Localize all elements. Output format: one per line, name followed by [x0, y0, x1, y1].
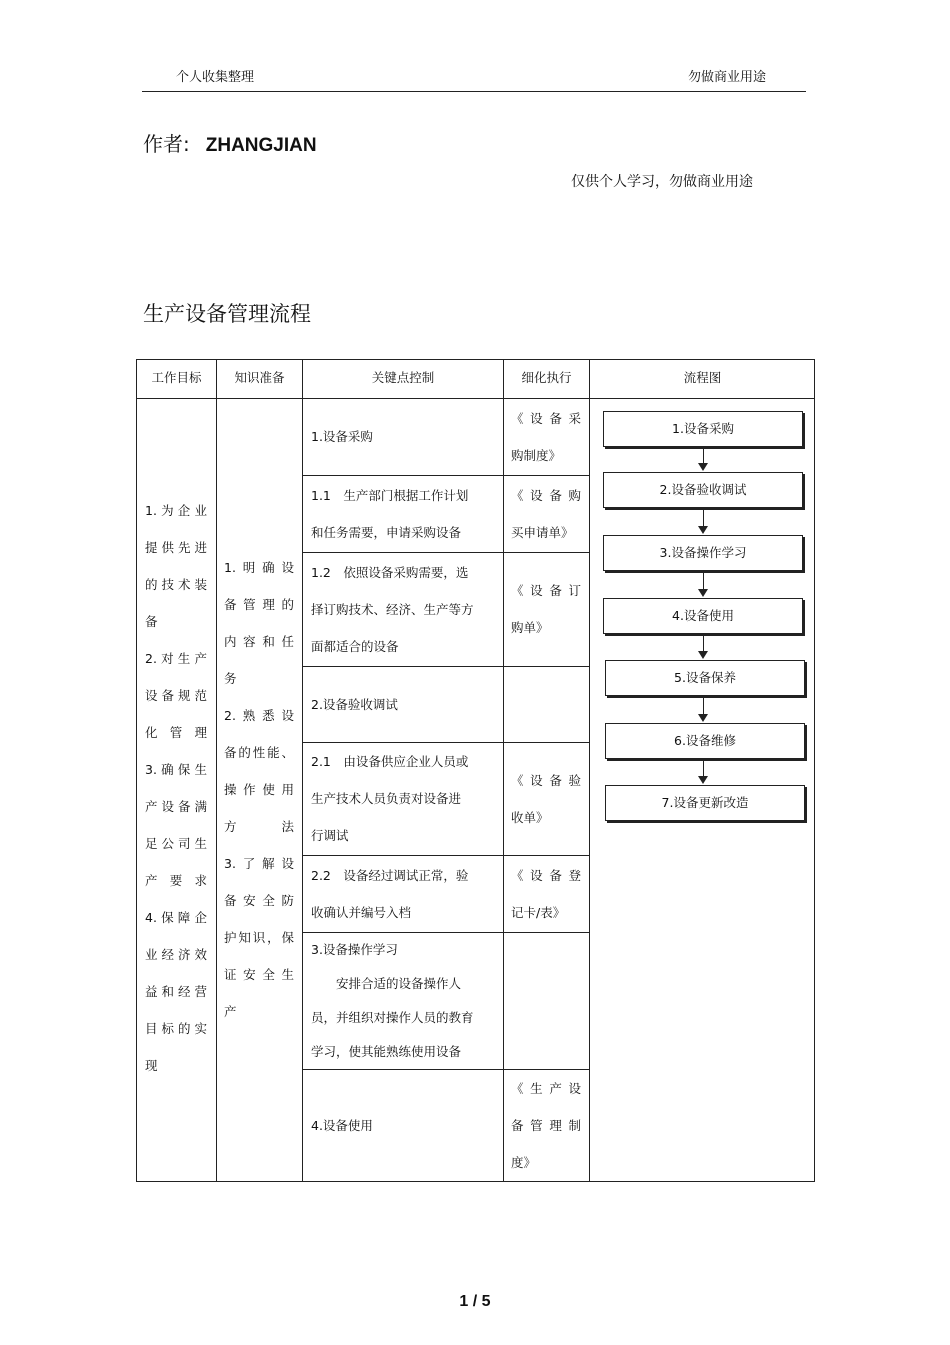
control-line: 4.设备使用 — [311, 1118, 373, 1133]
control-line: 2.2 设备经过调试正常，验 — [311, 867, 469, 883]
flow-step-box: 7.设备更新改造 — [605, 785, 805, 821]
control-line: 员，并组织对操作人员的教育 — [311, 1009, 474, 1025]
flow-step-box: 3.设备操作学习 — [603, 535, 803, 571]
knowledge-line: 3.了解设 — [224, 856, 294, 871]
execution-cell — [511, 1070, 581, 1181]
goal-line: 化管理 — [145, 725, 207, 740]
execution-line: 《设备登 — [511, 867, 581, 883]
control-line: 收确认并编号入档 — [311, 904, 412, 920]
arrow-head-icon — [698, 589, 708, 597]
flow-step-box: 5.设备保养 — [605, 660, 805, 696]
goal-line: 1.为企业 — [145, 503, 207, 518]
goals-cell — [145, 492, 207, 1084]
execution-line: 购单》 — [511, 620, 549, 635]
execution-line: 买申请单》 — [511, 524, 574, 540]
goal-line: 目标的实 — [145, 1021, 207, 1036]
execution-line: 备管理制 — [511, 1118, 581, 1133]
author-label: 作者: — [143, 132, 190, 156]
execution-line: 《设备订 — [511, 583, 581, 598]
execution-line: 《生产设 — [511, 1081, 581, 1096]
control-line: 2.1 由设备供应企业人员或 — [311, 754, 469, 769]
control-line: 2.设备验收调试 — [311, 696, 398, 712]
goal-line: 业经济效 — [145, 947, 207, 962]
flow-step-box: 4.设备使用 — [603, 598, 803, 634]
goal-line: 的技术装 — [145, 577, 207, 592]
arrow-head-icon — [698, 714, 708, 722]
knowledge-line: 内容和任 — [224, 634, 294, 649]
control-cell — [311, 477, 499, 551]
control-line: 择订购技术、经济、生产等方 — [311, 601, 474, 617]
execution-cell — [511, 762, 581, 836]
execution-line: 记卡/表》 — [511, 904, 566, 920]
goal-line: 备 — [145, 614, 158, 629]
arrow-head-icon — [698, 463, 708, 471]
goal-line: 益和经营 — [145, 984, 207, 999]
goal-line: 3.确保生 — [145, 762, 207, 777]
control-line: 和任务需要，申请采购设备 — [311, 524, 462, 540]
goal-line: 2.对生产 — [145, 651, 207, 666]
row-divider — [303, 666, 589, 667]
control-line: 1.1 生产部门根据工作计划 — [311, 487, 469, 503]
arrow-shaft — [703, 698, 704, 715]
goal-line: 足公司生 — [145, 836, 207, 851]
col-divider — [302, 360, 303, 1181]
control-line: 学习，使其能熟练使用设备 — [311, 1043, 462, 1059]
process-table — [136, 359, 815, 1182]
header-knowledge: 知识准备 — [234, 370, 285, 385]
execution-cell — [511, 477, 581, 551]
author-name: ZHANGJIAN — [205, 135, 317, 156]
header-divider — [137, 398, 814, 399]
control-line: 面都适合的设备 — [311, 638, 399, 654]
goal-line: 产设备满 — [145, 799, 207, 814]
header-rule — [142, 91, 806, 92]
knowledge-line: 方法 — [224, 819, 294, 834]
control-cell — [311, 554, 499, 665]
page-number: 1 / 5 — [459, 1293, 491, 1310]
control-line: 行调试 — [311, 828, 349, 843]
control-line: 1.2 依照设备采购需要，选 — [311, 564, 469, 580]
goal-line: 设备规范 — [145, 688, 207, 703]
control-cell — [311, 743, 499, 854]
execution-line: 收单》 — [511, 809, 549, 825]
col-divider — [589, 360, 590, 1181]
header-flowchart: 流程图 — [683, 370, 722, 385]
author-line — [143, 128, 317, 157]
arrow-shaft — [703, 573, 704, 590]
knowledge-line: 证安全生 — [224, 967, 294, 982]
execution-line: 购制度》 — [511, 447, 562, 463]
control-cell — [311, 686, 499, 723]
knowledge-cell — [224, 549, 294, 1030]
knowledge-line: 备的性能、 — [224, 745, 294, 760]
arrow-head-icon — [698, 651, 708, 659]
col-divider — [503, 360, 504, 1181]
flow-step-box: 1.设备采购 — [603, 411, 803, 447]
knowledge-line: 备管理的 — [224, 597, 294, 612]
header-goal: 工作目标 — [151, 370, 202, 385]
knowledge-line: 备安全防 — [224, 893, 294, 908]
arrow-head-icon — [698, 526, 708, 534]
knowledge-line: 务 — [224, 671, 237, 686]
knowledge-line: 产 — [224, 1004, 237, 1019]
usage-note: 仅供个人学习，勿做商业用途 — [571, 174, 753, 190]
execution-cell — [511, 572, 581, 646]
arrow-head-icon — [698, 776, 708, 784]
header-right: 勿做商业用途 — [688, 70, 767, 85]
header-execution: 细化执行 — [521, 370, 572, 385]
control-line: 安排合适的设备操作人 — [311, 975, 462, 991]
flow-step-box: 2.设备验收调试 — [603, 472, 803, 508]
header-control: 关键点控制 — [371, 370, 435, 385]
control-cell — [311, 857, 499, 931]
control-cell — [311, 933, 499, 1069]
arrow-shaft — [703, 761, 704, 777]
arrow-shaft — [703, 510, 704, 527]
knowledge-line: 操作使用 — [224, 782, 294, 797]
goal-line: 4.保障企 — [145, 910, 207, 925]
knowledge-line: 护知识，保 — [224, 930, 294, 945]
control-line: 3.设备操作学习 — [311, 941, 398, 957]
execution-line: 《设备购 — [511, 487, 581, 503]
control-cell — [311, 1107, 499, 1144]
control-line: 生产技术人员负责对设备进 — [311, 791, 462, 806]
execution-cell — [511, 857, 581, 931]
knowledge-line: 1.明确设 — [224, 560, 294, 575]
execution-line: 度》 — [511, 1155, 537, 1170]
goal-line: 现 — [145, 1058, 158, 1073]
control-line: 1.设备采购 — [311, 429, 373, 444]
col-divider — [216, 360, 217, 1181]
execution-cell — [511, 400, 581, 474]
document-title: 生产设备管理流程 — [143, 302, 311, 326]
flow-step-box: 6.设备维修 — [605, 723, 805, 759]
execution-line: 《设备采 — [511, 410, 581, 426]
goal-line: 产要求 — [145, 873, 207, 888]
control-cell — [311, 418, 499, 455]
arrow-shaft — [703, 636, 704, 652]
arrow-shaft — [703, 449, 704, 464]
knowledge-line: 2.熟悉设 — [224, 708, 294, 723]
goal-line: 提供先进 — [145, 540, 207, 555]
execution-line: 《设备验 — [511, 772, 581, 788]
header-left: 个人收集整理 — [176, 70, 255, 85]
